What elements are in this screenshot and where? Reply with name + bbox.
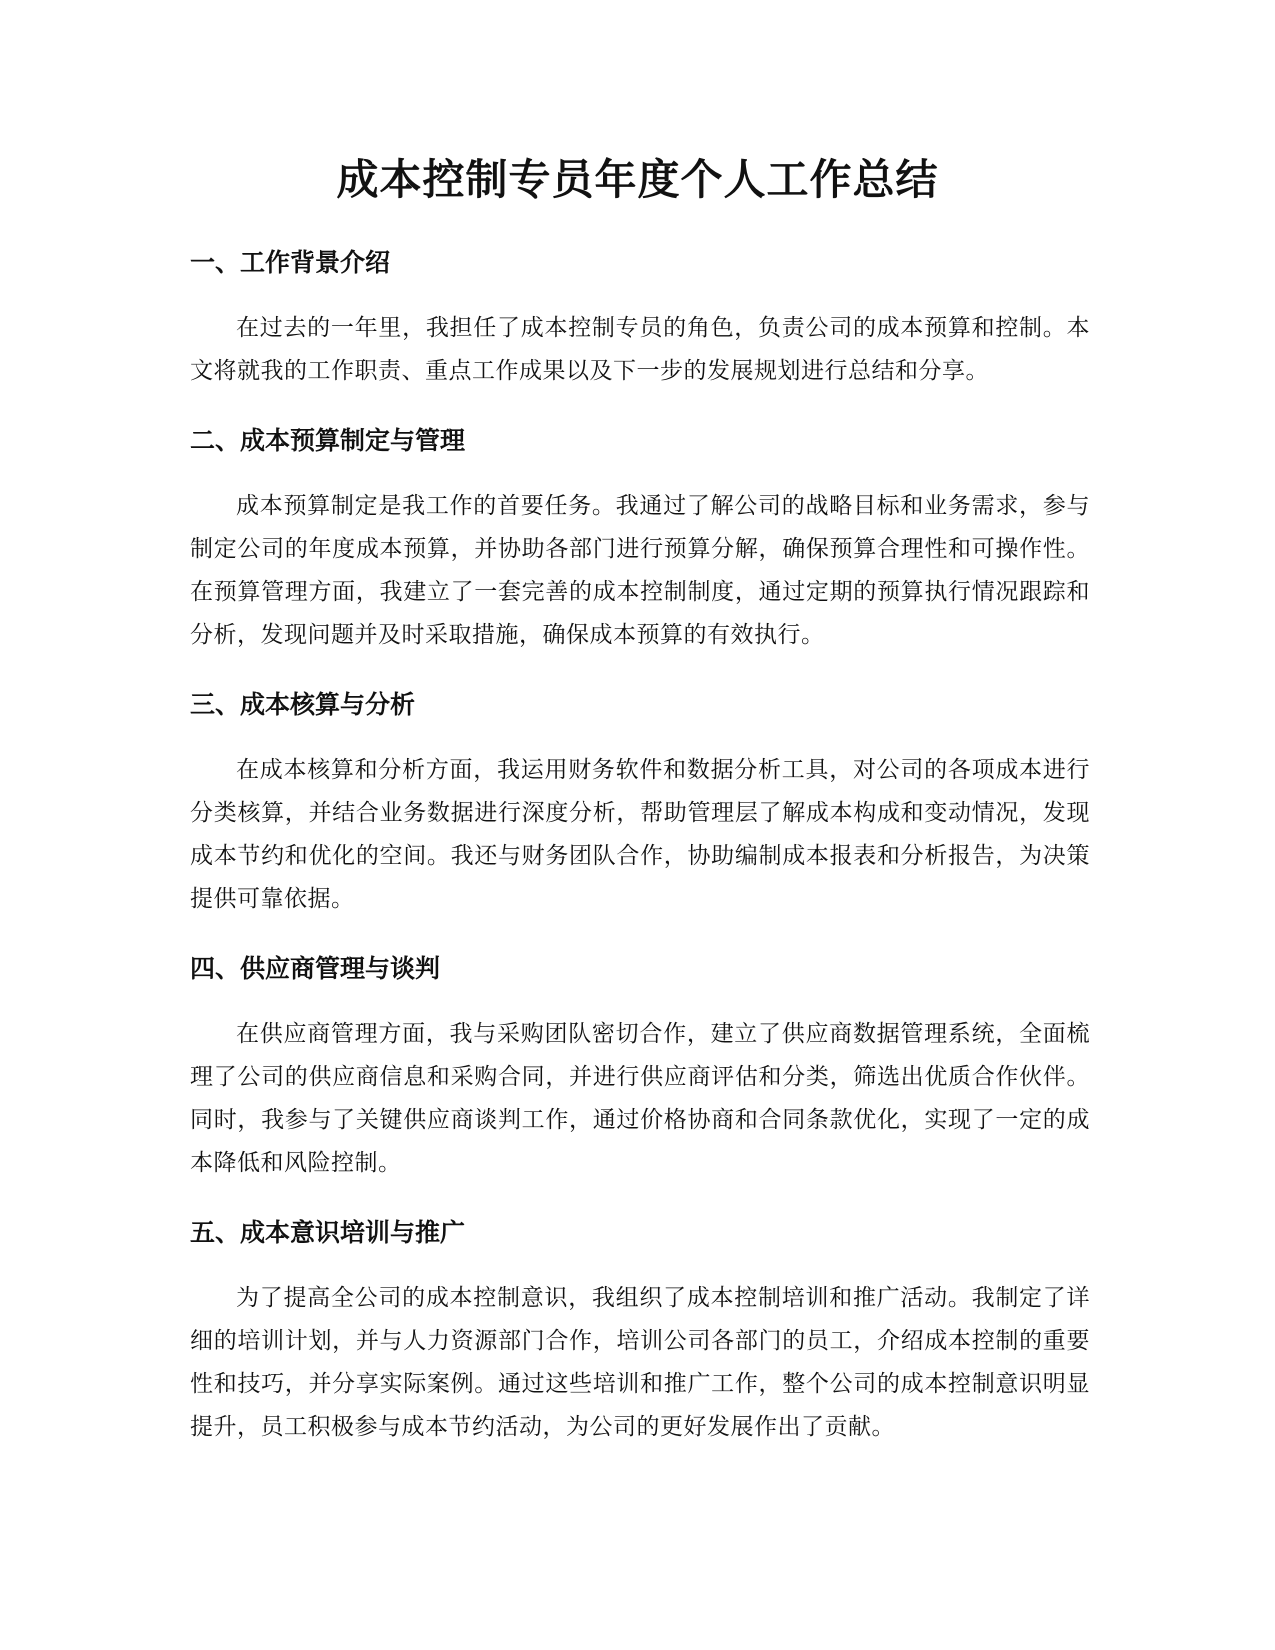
section-paragraph: 为了提高全公司的成本控制意识，我组织了成本控制培训和推广活动。我制定了详细的培训计划，并与人力资源部门合作，培训公司各部门的员工，介绍成本控制的重要性和技巧，并分享实际案例。通过这些培训和推广工作，整个公司的成本控制意识明显提升，员工积极参与成本节约活动，为公司的更好发展作出了贡献。 (190, 1285, 1090, 1440)
document-body (190, 245, 1090, 1479)
section-cost-awareness-training (190, 1215, 1090, 1449)
section-supplier-management (190, 951, 1090, 1185)
section-heading: 三、成本核算与分析 (190, 690, 416, 719)
section-heading: 二、成本预算制定与管理 (190, 426, 466, 455)
section-budget-management (190, 423, 1090, 657)
document-title: 成本控制专员年度个人工作总结 (336, 155, 939, 204)
section-cost-accounting (190, 687, 1090, 921)
section-paragraph: 在成本核算和分析方面，我运用财务软件和数据分析工具，对公司的各项成本进行分类核算，并结合业务数据进行深度分析，帮助管理层了解成本构成和变动情况，发现成本节约和优化的空间。我还与财务团队合作，协助编制成本报表和分析报告，为决策提供可靠依据。 (190, 757, 1090, 912)
section-heading: 四、供应商管理与谈判 (190, 954, 441, 983)
section-paragraph: 在供应商管理方面，我与采购团队密切合作，建立了供应商数据管理系统，全面梳理了公司的供应商信息和采购合同，并进行供应商评估和分类，筛选出优质合作伙伴。同时，我参与了关键供应商谈判工作，通过价格协商和合同条款优化，实现了一定的成本降低和风险控制。 (190, 1021, 1090, 1176)
section-work-background (190, 245, 1090, 393)
section-heading: 五、成本意识培训与推广 (190, 1218, 466, 1247)
section-heading: 一、工作背景介绍 (190, 248, 391, 277)
section-paragraph: 成本预算制定是我工作的首要任务。我通过了解公司的战略目标和业务需求，参与制定公司的年度成本预算，并协助各部门进行预算分解，确保预算合理性和可操作性。在预算管理方面，我建立了一套完善的成本控制制度，通过定期的预算执行情况跟踪和分析，发现问题并及时采取措施，确保成本预算的有效执行。 (190, 493, 1090, 648)
section-paragraph: 在过去的一年里，我担任了成本控制专员的角色，负责公司的成本预算和控制。本文将就我的工作职责、重点工作成果以及下一步的发展规划进行总结和分享。 (190, 315, 1090, 384)
